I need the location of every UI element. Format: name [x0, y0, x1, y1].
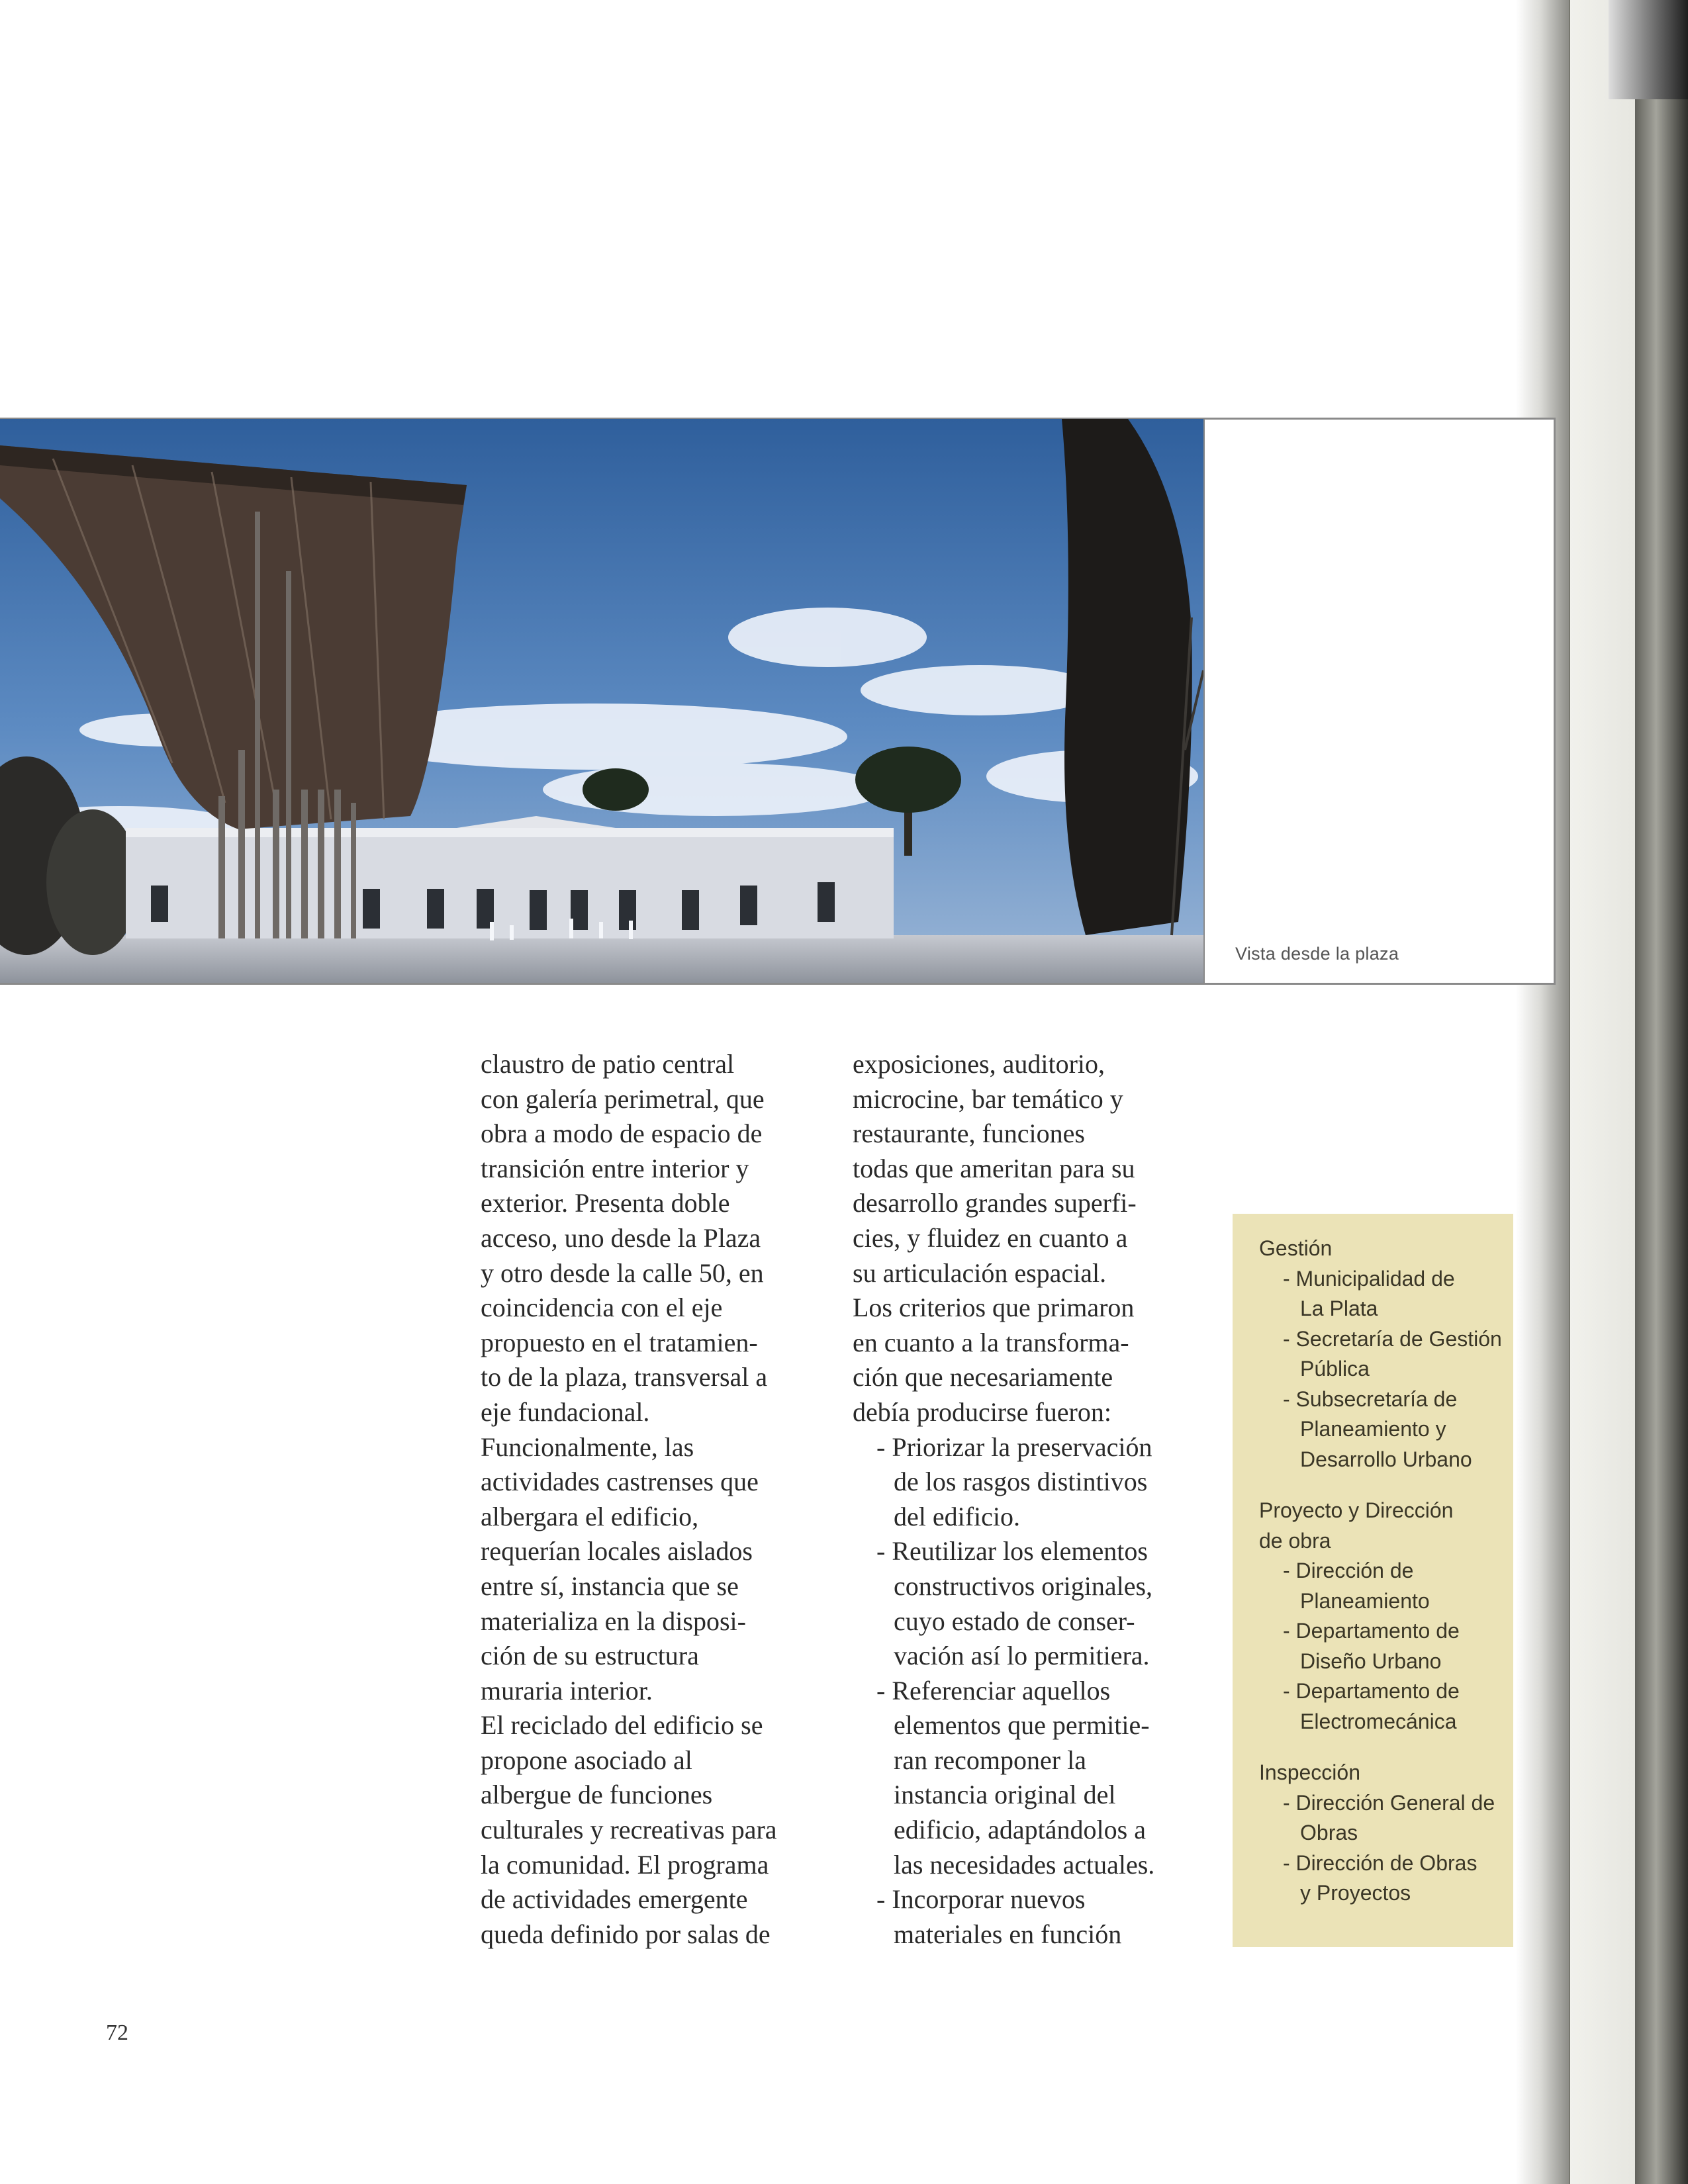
criteria-item-continuation: del edificio.	[894, 1501, 1021, 1531]
text-line: ción que necesariamente	[853, 1362, 1113, 1392]
body-column-left	[481, 1047, 838, 1952]
text-line: restaurante, funciones	[853, 1118, 1085, 1149]
credits-item: - Secretaría de Gestión	[1283, 1326, 1502, 1351]
book-outer-edge	[1635, 0, 1688, 2184]
book-corner-shadow	[1609, 0, 1688, 99]
text-line: de actividades emergente	[481, 1884, 748, 1915]
credits-item: - Dirección de Obras	[1283, 1850, 1477, 1875]
criteria-item: - Referenciar aquellos	[876, 1675, 1111, 1706]
credits-item-continuation: Electromecánica	[1300, 1709, 1457, 1733]
photo-caption: Vista desde la plaza	[1235, 944, 1399, 964]
text-line: obra a modo de espacio de	[481, 1118, 763, 1149]
criteria-item: - Priorizar la preservación	[876, 1432, 1152, 1462]
text-line: propuesto en el tratamien-	[481, 1327, 758, 1357]
credits-item-continuation: Planeamiento	[1300, 1588, 1430, 1613]
credits-item-continuation: y Proyectos	[1300, 1881, 1411, 1905]
text-line: claustro de patio central	[481, 1049, 735, 1079]
criteria-item-continuation: las necesidades actuales.	[894, 1849, 1155, 1880]
credits-item: - Departamento de	[1283, 1619, 1460, 1643]
criteria-item-continuation: materiales en función	[894, 1919, 1122, 1949]
criteria-item-continuation: elementos que permitie-	[894, 1710, 1150, 1741]
credits-item-continuation: Planeamiento y	[1300, 1417, 1446, 1441]
credits-item: - Dirección General de	[1283, 1790, 1495, 1815]
credits-item-continuation: Pública	[1300, 1357, 1370, 1381]
criteria-item-continuation: constructivos originales,	[894, 1570, 1153, 1601]
text-line: su articulación espacial.	[853, 1257, 1107, 1288]
criteria-item-continuation: cuyo estado de conser-	[894, 1606, 1135, 1636]
criteria-item-continuation: instancia original del	[894, 1780, 1116, 1810]
credits-heading-inspeccion: Inspección	[1259, 1760, 1360, 1784]
text-line: propone asociado al	[481, 1745, 692, 1775]
text-line: Los criterios que primaron	[853, 1293, 1135, 1323]
text-line: debía producirse fueron:	[853, 1396, 1111, 1427]
text-line: eje fundacional.	[481, 1396, 650, 1427]
credits-heading-proyecto-cont: de obra	[1259, 1528, 1331, 1553]
text-line: albergara el edificio,	[481, 1501, 699, 1531]
text-line: acceso, uno desde la Plaza	[481, 1222, 761, 1253]
credits-item-continuation: Obras	[1300, 1821, 1358, 1844]
caption-box	[1203, 418, 1556, 985]
text-line: ción de su estructura	[481, 1641, 699, 1671]
criteria-item-continuation: edificio, adaptándolos a	[894, 1815, 1146, 1845]
plaza-ground	[0, 935, 1203, 983]
text-line: El reciclado del edificio se	[481, 1710, 763, 1741]
text-line: Funcionalmente, las	[481, 1432, 694, 1462]
criteria-item-continuation: ran recomponer la	[894, 1745, 1086, 1775]
credits-item: - Dirección de	[1283, 1559, 1414, 1582]
text-line: con galería perimetral, que	[481, 1083, 765, 1114]
gutter-shadow	[1516, 0, 1569, 2184]
text-line: todas que ameritan para su	[853, 1153, 1135, 1183]
body-column-right	[853, 1047, 1210, 1952]
text-line: albergue de funciones	[481, 1780, 713, 1810]
criteria-item-continuation: de los rasgos distintivos	[894, 1467, 1148, 1497]
credits-item-continuation: La Plata	[1300, 1297, 1378, 1320]
credits-item: - Subsecretaría de	[1283, 1387, 1458, 1411]
credits-item: - Departamento de	[1283, 1679, 1460, 1703]
page-number: 72	[106, 2021, 128, 2045]
text-line: exposiciones, auditorio,	[853, 1049, 1105, 1079]
criteria-item: - Reutilizar los elementos	[876, 1536, 1148, 1567]
text-line: entre sí, instancia que se	[481, 1570, 739, 1601]
adjacent-page-edge	[1569, 0, 1636, 2184]
plaza-photo	[0, 419, 1203, 983]
text-line: cies, y fluidez en cuanto a	[853, 1222, 1128, 1253]
credits-item: - Municipalidad de	[1283, 1266, 1455, 1291]
credits-item-continuation: Desarrollo Urbano	[1300, 1447, 1472, 1471]
credits-box	[1233, 1214, 1513, 1947]
credits-heading-gestion: Gestión	[1259, 1236, 1333, 1260]
credits-item-continuation: Diseño Urbano	[1300, 1649, 1442, 1673]
text-line: actividades castrenses que	[481, 1467, 759, 1497]
criteria-item-continuation: vación así lo permitiera.	[894, 1641, 1150, 1671]
text-line: requerían locales aislados	[481, 1536, 753, 1567]
text-line: muraria interior.	[481, 1675, 653, 1706]
text-line: coincidencia con el eje	[481, 1293, 723, 1323]
credits-heading-proyecto: Proyecto y Dirección	[1259, 1498, 1454, 1522]
text-line: desarrollo grandes superfi-	[853, 1188, 1137, 1218]
text-line: to de la plaza, transversal a	[481, 1362, 768, 1392]
text-line: culturales y recreativas para	[481, 1815, 777, 1845]
text-line: en cuanto a la transforma-	[853, 1327, 1129, 1357]
text-line: queda definido por salas de	[481, 1919, 771, 1949]
text-line: materializa en la disposi-	[481, 1606, 746, 1636]
text-line: y otro desde la calle 50, en	[481, 1257, 764, 1288]
text-line: transición entre interior y	[481, 1153, 749, 1183]
text-line: microcine, bar temático y	[853, 1083, 1123, 1114]
criteria-item: - Incorporar nuevos	[876, 1884, 1086, 1915]
text-line: exterior. Presenta doble	[481, 1188, 730, 1218]
text-line: la comunidad. El programa	[481, 1849, 769, 1880]
